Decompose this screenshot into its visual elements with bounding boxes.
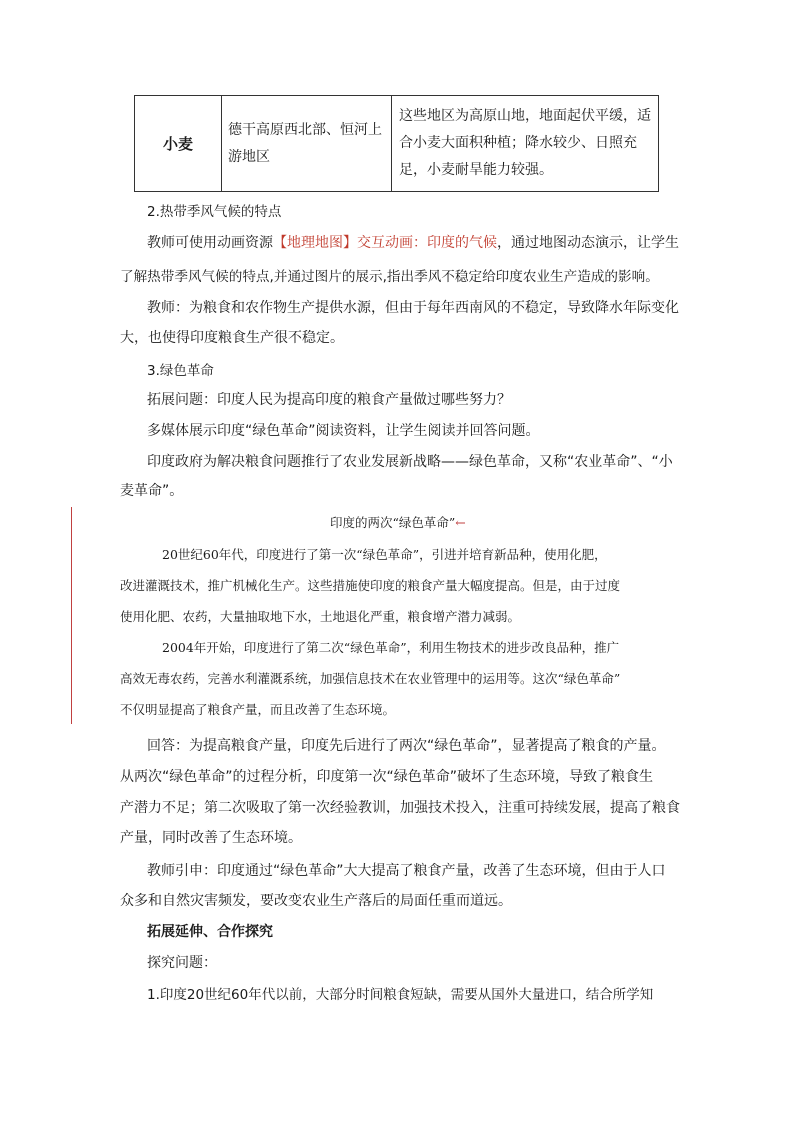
paragraph-line: 了解热带季风气候的特点,并通过图片的展示,指出季风不稳定给印度农业生产造成的影响。 [120,269,659,285]
reason-cell: 这些地区为高原山地，地面起伏平缓，适合小麦大面积种植；降水较少、日照充足，小麦耐旱能力较强。 [392,96,659,192]
reading-title: 印度的两次“绿色革命”← [330,515,466,530]
paragraph-line: 多媒体展示印度“绿色革命”阅读资料，让学生阅读并回答问题。 [147,423,540,439]
map-animation-link[interactable]: 【地理地图】交互动画：印度的气候 [273,235,497,251]
paragraph-line: 教师可使用动画资源【地理地图】交互动画：印度的气候，通过地图动态演示，让学生 [147,235,679,251]
paragraph-line: 大，也使得印度粮食生产很不稳定。 [120,330,344,346]
paragraph-line: 麦革命”。 [120,483,184,499]
section-heading-green-revolution: 3.绿色革命 [147,363,214,379]
answer-line: 回答：为提高粮食产量，印度先后进行了两次“绿色革命”，显著提高了粮食的产量。 [147,738,666,754]
reading-line: 不仅明显提高了粮食产量，而且改善了生态环境。 [120,702,396,717]
extension-heading: 拓展延伸、合作探究 [147,924,273,940]
crop-table [134,95,659,192]
answer-line: 从两次“绿色革命”的过程分析，印度第一次“绿色革命”破坏了生态环境，导致了粮食生 [120,769,654,785]
return-arrow-icon: ← [455,515,466,530]
table-row [135,96,659,192]
question-line: 拓展问题：印度人民为提高印度的粮食产量做过哪些努力？ [147,392,511,408]
guide-line: 众多和自然灾害频发，要改变农业生产落后的局面任重而道远。 [120,893,512,909]
answer-line: 产潜力不足；第二次吸取了第一次经验教训，加强技术投入，注重可持续发展，提高了粮食 [120,800,680,816]
reading-line: 使用化肥、农药，大量抽取地下水，土地退化严重，粮食增产潜力减弱。 [120,609,521,624]
reading-line: 2004年开始，印度进行了第二次“绿色革命”，利用生物技术的进步改良品种，推广 [162,640,620,655]
reading-line: 20世纪60年代，印度进行了第一次“绿色革命”，引进并培育新品种，使用化肥， [162,547,607,562]
paragraph-line: 教师：为粮食和农作物生产提供水源，但由于每年西南风的不稳定，导致降水年际变化 [147,300,679,316]
inquiry-label: 探究问题： [147,955,217,971]
guide-line: 教师引申：印度通过“绿色革命”大大提高了粮食产量，改善了生态环境，但由于人口 [147,863,666,879]
inquiry-question: 1.印度20世纪60年代以前，大部分时间粮食短缺，需要从国外大量进口，结合所学知 [147,987,654,1003]
insert-marker-bar [71,507,72,724]
crop-cell: 小麦 [135,96,222,192]
paragraph-line: 印度政府为解决粮食问题推行了农业发展新战略——绿色革命，又称“农业革命”、“小 [147,454,673,470]
answer-line: 产量，同时改善了生态环境。 [120,830,302,846]
reading-line: 高效无毒农药，完善水利灌溉系统，加强信息技术在农业管理中的运用等。这次“绿色革命” [120,671,621,686]
section-heading-monsoon: 2.热带季风气候的特点 [147,204,282,220]
region-cell: 德干高原西北部、恒河上游地区 [222,96,392,192]
reading-line: 改进灌溉技术，推广机械化生产。这些措施使印度的粮食产量大幅度提高。但是，由于过度 [120,578,621,593]
